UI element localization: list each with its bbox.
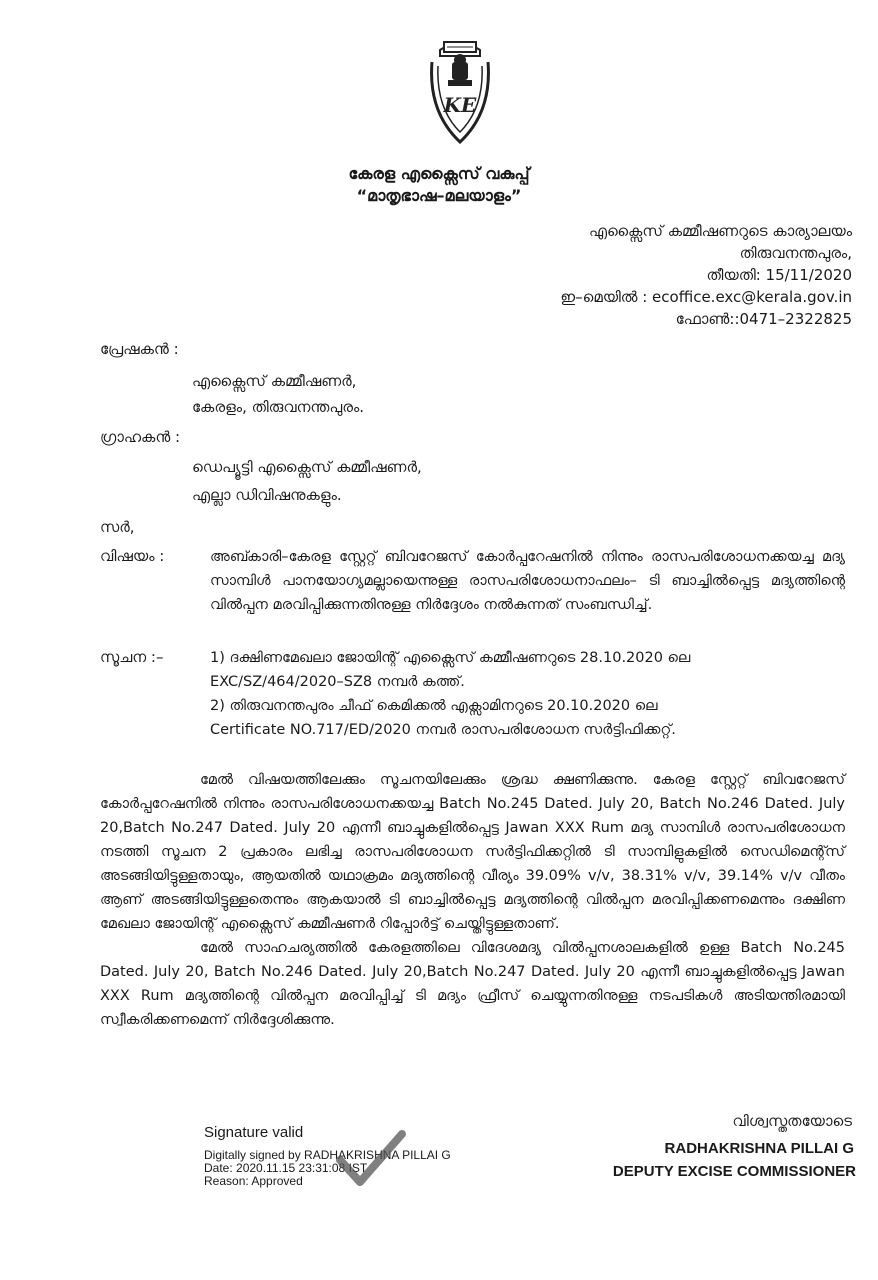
body-paragraph-1: മേൽ വിഷയത്തിലേക്കും സൂചനയിലേക്കും ശ്രദ്ധ ക്ഷണിക്കുന്നു. കേരള സ്റ്റേറ്റ് ബിവറേജസ് കോർപ്പറേഷനിൽ നിന്നും രാസപരിശോധനക്കയച്ച Batch No.245 Dated. July 20, Batch No.246 Dated. July 20,Batch No.247 Dated. July 20 എന്നീ ബാച്ചുകളിൽപ്പെട്ട Jawan XXX Rum മദ്യ സാമ്പിൾ രാസപരിശോധന നടത്തി സൂചന 2 പ്രകാരം ലഭിച്ച രാസപരിശോധന സർട്ടിഫിക്കറ്റിൽ ടി സാമ്പിളുകളിൽ സെഡിമെന്റ്സ് അടങ്ങിയിട്ടുള്ളതായും, ആയതിൽ യഥാക്രമം മദ്യത്തിന്റെ വീര്യം 39.09% v/v, 38.31% v/v, 39.14% v/v വീതം ആണ് അടങ്ങിയിട്ടുള്ളതെന്നും ആകയാൽ ടി ബാച്ചിൽപ്പെട്ട മദ്യത്തിന്റെ വിൽപ്പന മരവിപ്പിക്കണമെന്നും ദക്ഷിണ മേഖലാ ജോയിന്റ് എക്സൈസ് കമ്മീഷണർ റിപ്പോർട്ട് ചെയ്തിട്ടുള്ളതാണ്. <box>100 772 845 932</box>
digital-signed-date: Date: 2020.11.15 23:31:08 IST <box>204 1161 368 1175</box>
check-mark-icon <box>330 1128 410 1188</box>
body-paragraph-2: മേൽ സാഹചര്യത്തിൽ കേരളത്തിലെ വിദേശമദ്യ വിൽപ്പനശാലകളിൽ ഉള്ള Batch No.245 Dated. July 20, Batch No.246 Dated. July 20,Batch No.247 Dated. July 20 എന്നീ ബാച്ചുകളിൽപ്പെട്ട Jawan XXX Rum മദ്യത്തിന്റെ വിൽപ്പന മരവിപ്പിച്ച് ടി മദ്യം ഫ്രീസ് ചെയ്യുന്നതിനുള്ള നടപടികൾ അടിയന്തിരമായി സ്വീകരിക്കണമെന്ന് നിർദ്ദേശിക്കുന്നു. <box>100 940 845 1028</box>
motto: “മാതൃഭാഷ–മലയാളം” <box>356 186 522 205</box>
digital-signed-reason: Reason: Approved <box>204 1174 303 1188</box>
sender-line1: എക്സൈസ് കമ്മീഷണർ, <box>192 372 357 390</box>
letter-date: തീയതി: 15/11/2020 <box>706 266 852 284</box>
signatory-designation: DEPUTY EXCISE COMMISSIONER <box>612 1163 856 1180</box>
office-email: ഇ–മെയിൽ : ecoffice.exc@kerala.gov.in <box>560 288 852 306</box>
sender-line2: കേരളം, തിരുവനന്തപുരം. <box>192 398 365 416</box>
reference-item-1-line2: EXC/SZ/464/2020–SZ8 നമ്പർ കത്ത്. <box>210 674 465 690</box>
signatory-name: RADHAKRISHNA PILLAI G <box>664 1140 854 1157</box>
letter-body <box>100 768 845 1032</box>
office-city: തിരുവനന്തപുരം, <box>739 244 852 262</box>
reference-label: സൂചന :– <box>100 648 164 666</box>
kerala-excise-emblem-icon <box>420 32 500 157</box>
recipient-label: ഗ്രാഹകൻ : <box>100 428 181 446</box>
sender-label: പ്രേഷകൻ : <box>100 340 179 358</box>
reference-list <box>210 646 845 742</box>
department-title: കേരള എക്സൈസ് വകുപ്പ് <box>348 164 530 183</box>
recipient-line2: എല്ലാ ഡിവിഷനുകളും. <box>192 486 342 504</box>
salutation: സർ, <box>100 518 135 536</box>
digital-signed-by: Digitally signed by RADHAKRISHNA PILLAI G <box>204 1148 451 1162</box>
reference-item-1-line1: 1) ദക്ഷിണമേഖലാ ജോയിന്റ് എക്സൈസ് കമ്മീഷണറുടെ 28.10.2020 ലെ <box>210 650 691 666</box>
subject-label: വിഷയം : <box>100 547 165 565</box>
signature-valid-label: Signature valid <box>204 1124 304 1141</box>
svg-text:KE: KE <box>443 93 477 117</box>
office-phone: ഫോൺ::0471–2322825 <box>675 310 852 328</box>
closing-phrase: വിശ്വസ്തതയോടെ <box>732 1112 852 1130</box>
office-name: എക്സൈസ് കമ്മീഷണറുടെ കാര്യാലയം <box>588 222 852 240</box>
digital-signature-details <box>204 1149 451 1188</box>
reference-item-2-line2: Certificate NO.717/ED/2020 നമ്പർ രാസപരിശോധന സർട്ടിഫിക്കറ്റ്. <box>210 722 676 738</box>
recipient-line1: ഡെപ്യൂട്ടി എക്സൈസ് കമ്മീഷണർ, <box>192 458 422 476</box>
subject-text: അബ്കാരി–കേരള സ്റ്റേറ്റ് ബിവറേജസ് കോർപ്പറേഷനിൽ നിന്നും രാസപരിശോധനക്കയച്ച മദ്യ സാമ്പിൾ പാനയോഗ്യമല്ലായെന്നുള്ള രാസപരിശോധനാഫലം– ടി ബാച്ചിൽപ്പെട്ട മദ്യത്തിന്റെ വിൽപ്പന മരവിപ്പിക്കുന്നതിനുള്ള നിർദ്ദേശം നൽകുന്നത് സംബന്ധിച്ച്. <box>210 549 845 613</box>
reference-item-2-line1: 2) തിരുവനന്തപുരം ചീഫ് കെമിക്കൽ എക്സാമിനറുടെ 20.10.2020 ലെ <box>210 698 658 714</box>
